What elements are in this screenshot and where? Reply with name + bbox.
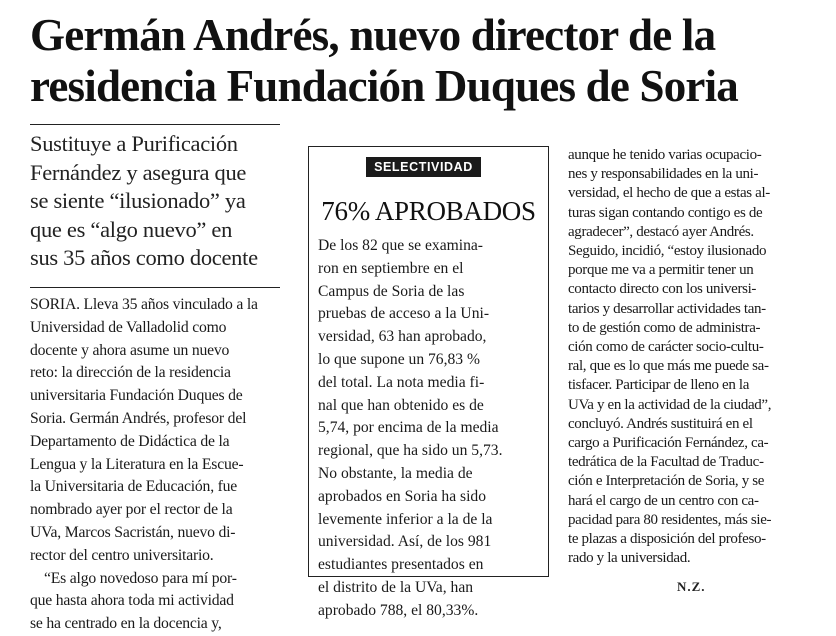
body-line: ción e Interpretación de Soria, y se: [568, 473, 765, 490]
body-line: porque me va a permitir tener un: [568, 262, 754, 279]
body-line: rado y la universidad.: [568, 550, 691, 567]
sidebar-line: nal que han obtenido es de: [318, 396, 484, 414]
body-line: Seguido, incidió, “estoy ilusionado: [568, 243, 767, 260]
body-line: reto: la dirección de la residencia: [30, 364, 231, 382]
sidebar-line: aprobado 788, el 80,33%.: [318, 601, 479, 619]
sidebar-line: levemente inferior a la de la: [318, 510, 493, 528]
body-line: Soria. Germán Andrés, profesor del: [30, 409, 247, 427]
subhead-rule: [30, 124, 280, 125]
body-line: universitaria Fundación Duques de: [30, 387, 243, 405]
sidebar-line: lo que supone un 76,83 %: [318, 350, 480, 368]
sidebar-line: universidad. Así, de los 981: [318, 533, 492, 551]
body-line: agradecer”, destacó ayer Andrés.: [568, 223, 754, 240]
sidebar-line: No obstante, la media de: [318, 464, 473, 482]
body-line: te plazas a disposición del profeso-: [568, 531, 766, 548]
sidebar-body: [318, 235, 503, 623]
body-line: tisfacer. Participar de lleno en la: [568, 377, 749, 394]
body-line: docente y ahora asume un nuevo: [30, 341, 230, 359]
body-line: Departamento de Didáctica de la: [30, 432, 230, 450]
body-line: cargo a Purificación Fernández, ca-: [568, 435, 769, 452]
body-line: nombrado ayer por el rector de la: [30, 501, 233, 519]
body-column-right: [568, 146, 771, 568]
body-line: Lengua y la Literatura en la Escue-: [30, 455, 244, 473]
body-line: ción como de carácter socio-cultu-: [568, 339, 764, 356]
sidebar-line: 5,74, por encima de la media: [318, 419, 499, 437]
body-line: UVa y en la actividad de la ciudad”,: [568, 396, 772, 413]
body-line: tarios y desarrollar actividades tan-: [568, 300, 766, 317]
body-line: Universidad de Valladolid como: [30, 318, 227, 336]
body-line: versidad, el hecho de que a estas al-: [568, 185, 770, 202]
sidebar-line: estudiantes presentados en: [318, 556, 484, 574]
sidebar-line: ron en septiembre en el: [318, 259, 464, 277]
headline: [30, 10, 830, 112]
sidebar-line: Campus de Soria de las: [318, 282, 465, 300]
sidebar-line: el distrito de la UVa, han: [318, 578, 474, 596]
body-line: turas sigan contando contigo es de: [568, 204, 763, 221]
subhead-line: Fernández y asegura que: [30, 159, 247, 185]
body-line: pacidad para 80 residentes, más sie-: [568, 511, 772, 528]
body-line: que hasta ahora toda mi actividad: [30, 592, 234, 610]
headline-line: residencia Fundación Duques de Soria: [30, 61, 738, 111]
body-line: aunque he tenido varias ocupacio-: [568, 147, 762, 163]
body-line: nes y responsabilidades en la uni-: [568, 166, 759, 183]
sidebar-line: pruebas de acceso a la Uni-: [318, 305, 490, 323]
body-line: UVa, Marcos Sacristán, nuevo di-: [30, 523, 236, 541]
sidebar-tag: SELECTIVIDAD: [366, 157, 481, 177]
body-column-left: [30, 294, 258, 636]
body-line: hará el cargo de un centro con ca-: [568, 492, 759, 509]
subhead-line: sus 35 años como docente: [30, 245, 258, 270]
body-line: “Es algo novedoso para mí por-: [44, 569, 237, 587]
body-line: rector del centro universitario.: [30, 546, 214, 564]
sidebar-line: regional, que ha sido un 5,73.: [318, 442, 503, 460]
sidebar-line: del total. La nota media fi-: [318, 373, 485, 391]
sidebar-line: De los 82 que se examina-: [318, 237, 483, 254]
body-line: SORIA. Lleva 35 años vinculado a la: [30, 296, 258, 313]
author-signature: N.Z.: [677, 579, 706, 594]
subhead-line: se siente “ilusionado” ya: [30, 188, 246, 213]
body-line: tedrática de la Facultad de Traduc-: [568, 454, 764, 471]
sidebar-line: versidad, 63 han aprobado,: [318, 328, 487, 346]
body-line: to de gestión como de administra-: [568, 319, 761, 336]
column-rule: [30, 287, 280, 288]
subheadline: [30, 130, 285, 273]
sidebar-line: aprobados en Soria ha sido: [318, 487, 487, 505]
subhead-line: que es “algo nuevo” en: [30, 216, 233, 242]
body-line: contacto directo con los universi-: [568, 281, 757, 298]
body-line: concluyó. Andrés sustituirá en el: [568, 415, 753, 432]
sidebar-title: 76% APROBADOS: [321, 196, 536, 226]
body-line: ral, que es lo que más me puede sa-: [568, 358, 769, 375]
headline-line: Germán Andrés, nuevo director de la: [30, 10, 716, 60]
body-line: la Universitaria de Educación, fue: [30, 478, 238, 496]
body-line: se ha centrado en la docencia y,: [30, 615, 222, 633]
subhead-line: Sustituye a Purificación: [30, 131, 238, 156]
